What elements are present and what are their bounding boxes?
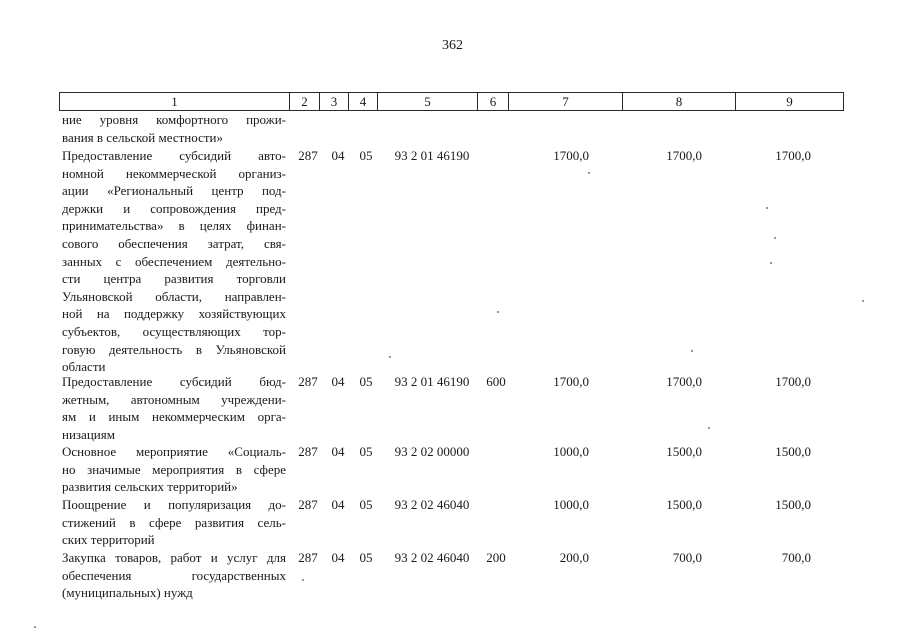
cell-section: 04 [331, 550, 345, 565]
scan-speck [497, 311, 499, 313]
description-line: Предоставление субсидий бюд- [62, 374, 286, 389]
scan-speck [389, 356, 391, 358]
description-line: развития сельских территорий» [62, 479, 238, 495]
cell-amount-col9: 1500,0 [775, 444, 811, 459]
description-line: номной некоммерческой организ- [62, 165, 286, 181]
column-header-row [59, 92, 844, 111]
header-col-7: 7 [509, 93, 623, 111]
description-line: субъектов, осуществляющих тор- [62, 323, 286, 339]
cell-target-article: 93 2 02 00000 [394, 444, 470, 459]
cell-amount-col8: 1700,0 [666, 374, 702, 389]
description-line: Основное мероприятие «Социаль- [62, 444, 286, 459]
description-line: сти центра развития торговли [62, 271, 286, 287]
cell-expense-type: 200 [486, 550, 506, 565]
cell-amount-col9: 1500,0 [775, 497, 811, 512]
cell-ministry-code: 287 [298, 550, 318, 565]
cell-section: 04 [331, 374, 345, 389]
description-line: Закупка товаров, работ и услуг для [62, 550, 286, 565]
cell-section: 04 [331, 148, 345, 163]
description-line: Ульяновской области, направлен- [62, 288, 286, 304]
description-line: жетным, автономным учреждени- [62, 391, 286, 407]
scan-speck [302, 579, 304, 581]
cell-amount-col9: 1700,0 [775, 374, 811, 389]
cell-amount-col8: 1500,0 [666, 444, 702, 459]
cell-target-article: 93 2 01 46190 [394, 374, 470, 389]
description-line: ации «Региональный центр под- [62, 183, 286, 199]
cell-amount-col8: 1700,0 [666, 148, 702, 163]
scan-speck [862, 300, 864, 302]
header-col-2: 2 [290, 93, 320, 111]
table-row [0, 549, 905, 605]
description-line: области [62, 359, 106, 375]
row-description [62, 111, 286, 146]
header-col-5: 5 [378, 93, 478, 111]
table-body [0, 111, 905, 605]
cell-ministry-code: 287 [298, 148, 318, 163]
header-col-6: 6 [478, 93, 509, 111]
cell-ministry-code: 287 [298, 374, 318, 389]
description-line: ям и иным некоммерческим орга- [62, 409, 286, 425]
table-row [0, 147, 905, 373]
description-line: говую деятельность в Ульяновской [62, 341, 286, 357]
page-number: 362 [442, 38, 463, 53]
description-line: занных с обеспечением деятельно- [62, 253, 286, 269]
scan-speck [691, 350, 693, 352]
cell-section: 04 [331, 497, 345, 512]
cell-section: 04 [331, 444, 345, 459]
description-line: стижений в сфере развития сель- [62, 514, 286, 530]
cell-target-article: 93 2 02 46040 [394, 497, 470, 512]
header-col-9: 9 [736, 93, 844, 111]
cell-amount-col7: 1700,0 [553, 374, 589, 389]
cell-ministry-code: 287 [298, 444, 318, 459]
cell-target-article: 93 2 01 46190 [394, 148, 470, 163]
table-row [0, 496, 905, 549]
description-line: обеспечения государственных [62, 567, 286, 583]
description-line: принимательства» в целях финан- [62, 218, 286, 234]
description-line: (муниципальных) нужд [62, 585, 193, 601]
scan-speck [774, 237, 776, 239]
description-line: ских территорий [62, 532, 155, 548]
cell-amount-col9: 700,0 [781, 550, 811, 565]
description-line: вания в сельской местности» [62, 129, 223, 145]
row-description [62, 373, 286, 443]
header-col-4: 4 [349, 93, 378, 111]
cell-subsection: 05 [359, 550, 373, 565]
description-line: Поощрение и популяризация до- [62, 497, 286, 512]
cell-amount-col7: 1000,0 [553, 444, 589, 459]
row-description [62, 147, 286, 376]
cell-subsection: 05 [359, 148, 373, 163]
description-line: низациям [62, 426, 115, 442]
description-line: Предоставление субсидий авто- [62, 148, 286, 163]
row-description [62, 443, 286, 496]
row-description [62, 496, 286, 549]
scan-speck [34, 626, 36, 628]
scan-speck [766, 207, 768, 209]
cell-amount-col7: 1000,0 [553, 497, 589, 512]
description-line: держки и сопровождения пред- [62, 200, 286, 216]
scan-speck [708, 427, 710, 429]
header-col-1: 1 [60, 93, 290, 111]
cell-subsection: 05 [359, 497, 373, 512]
cell-amount-col7: 1700,0 [553, 148, 589, 163]
cell-target-article: 93 2 02 46040 [394, 550, 470, 565]
cell-expense-type: 600 [486, 374, 506, 389]
header-col-3: 3 [320, 93, 349, 111]
description-line: но значимые мероприятия в сфере [62, 461, 286, 477]
table-row [0, 373, 905, 443]
description-line: ной на поддержку хозяйствующих [62, 306, 286, 322]
scan-speck [588, 172, 590, 174]
table-row [0, 111, 905, 147]
table-row [0, 443, 905, 496]
cell-subsection: 05 [359, 374, 373, 389]
cell-amount-col8: 1500,0 [666, 497, 702, 512]
cell-ministry-code: 287 [298, 497, 318, 512]
scan-speck [770, 262, 772, 264]
cell-subsection: 05 [359, 444, 373, 459]
cell-amount-col7: 200,0 [559, 550, 589, 565]
row-description [62, 549, 286, 602]
description-line: сового обеспечения затрат, свя- [62, 235, 286, 251]
cell-amount-col8: 700,0 [672, 550, 702, 565]
header-col-8: 8 [623, 93, 736, 111]
description-line: ние уровня комфортного прожи- [62, 112, 286, 127]
cell-amount-col9: 1700,0 [775, 148, 811, 163]
